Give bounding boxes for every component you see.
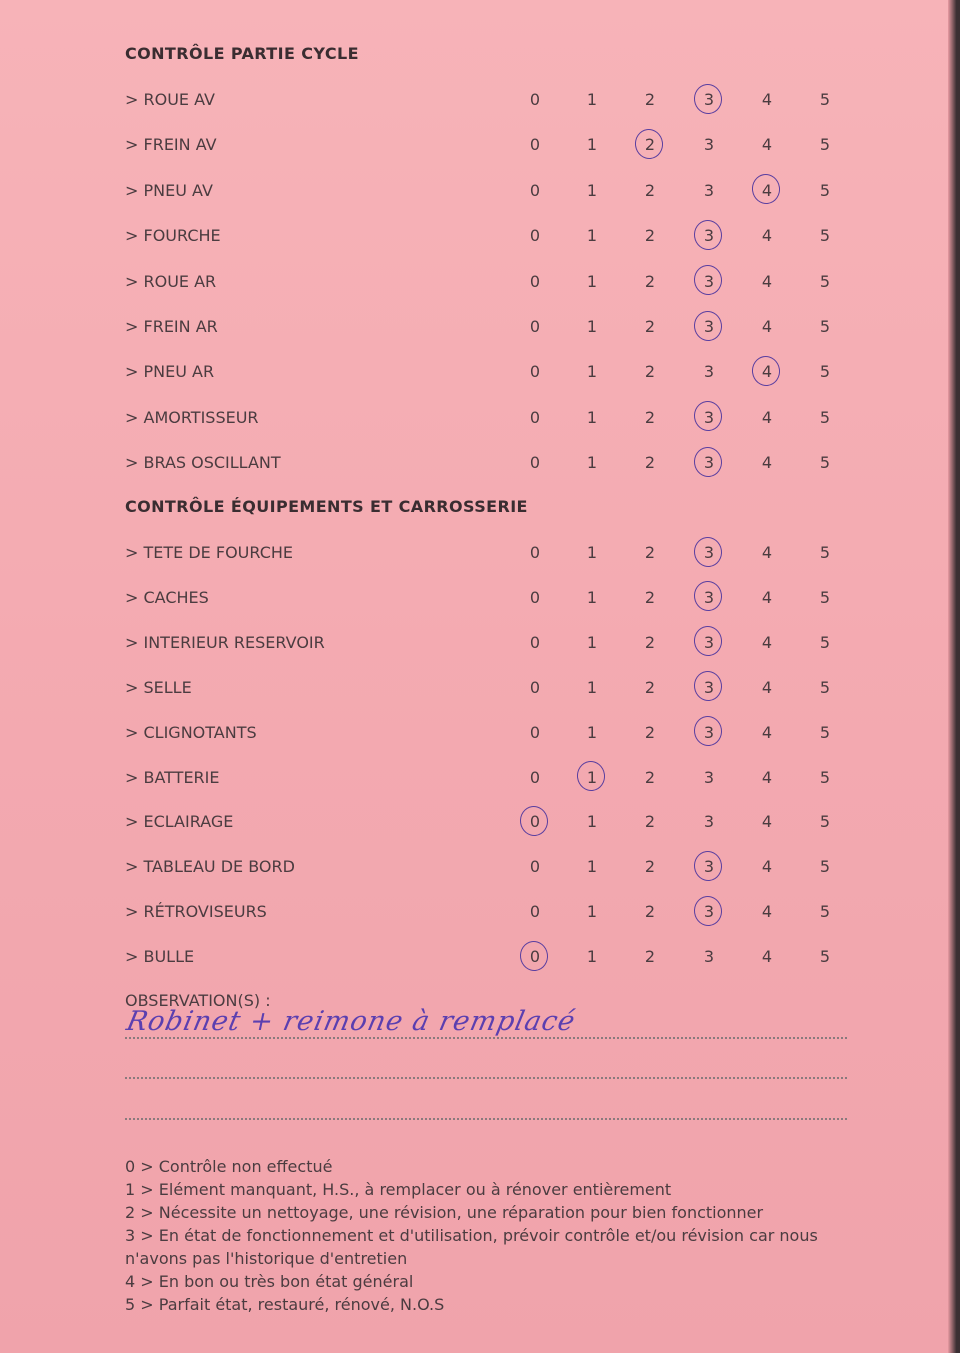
checklist-row [0, 311, 952, 341]
checklist-item-label: > FREIN AR [125, 317, 218, 336]
score-option-2[interactable]: 2 [644, 90, 656, 109]
score-option-5[interactable]: 5 [819, 135, 831, 155]
score-option-0[interactable]: 0 [529, 180, 541, 200]
score-option-3[interactable]: 3 [694, 226, 724, 245]
score-option-3[interactable]: 3 [703, 135, 715, 155]
checklist-row [0, 402, 952, 432]
checklist-row [0, 220, 952, 250]
score-option-1[interactable]: 1 [586, 271, 598, 291]
score-option-2[interactable]: 2 [644, 317, 656, 336]
score-option-5[interactable]: 5 [819, 180, 831, 200]
checklist-row [0, 627, 952, 657]
checklist-item-label: > CACHES [125, 587, 209, 607]
checklist-item-label: > FOURCHE [125, 226, 221, 246]
score-option-0[interactable]: 0 [529, 632, 541, 652]
score-option-1[interactable]: 1 [586, 226, 598, 246]
score-option-0[interactable]: 0 [529, 407, 541, 427]
score-option-3[interactable]: 3 [694, 408, 724, 427]
checklist-item-label: > FREIN AV [125, 135, 217, 155]
score-option-3[interactable]: 3 [694, 317, 724, 336]
score-option-1[interactable]: 1 [586, 317, 598, 336]
score-option-4[interactable]: 4 [761, 271, 773, 291]
score-option-5[interactable]: 5 [819, 767, 831, 787]
score-option-4[interactable]: 4 [761, 722, 773, 742]
score-option-3[interactable]: 3 [694, 588, 724, 607]
checklist-item-label: > ECLAIRAGE [125, 812, 234, 832]
score-option-0[interactable]: 0 [529, 677, 541, 697]
score-option-5[interactable]: 5 [819, 902, 831, 922]
score-option-1[interactable]: 1 [586, 362, 598, 382]
score-option-1[interactable]: 1 [586, 135, 598, 155]
score-option-4[interactable]: 4 [752, 362, 782, 381]
score-option-4[interactable]: 4 [761, 90, 773, 109]
score-option-5[interactable]: 5 [819, 453, 831, 473]
checklist-row [0, 356, 952, 386]
score-option-1[interactable]: 1 [586, 453, 598, 473]
legend-line-3: 3 > En état de fonctionnement et d'utilisation, prévoir contrôle et/ou révision car nous n'avons pas l'historique d'entretien [125, 1226, 818, 1268]
score-option-4[interactable]: 4 [761, 543, 773, 562]
score-option-0[interactable]: 0 [529, 902, 541, 922]
checklist-item-label: > INTERIEUR RESERVOIR [125, 632, 325, 652]
score-selected-circle [692, 399, 724, 433]
observations-label: OBSERVATION(S) : [125, 991, 271, 1010]
score-selected-circle [692, 309, 724, 343]
checklist-item-label: > ROUE AR [125, 271, 217, 291]
score-selected-circle [692, 849, 724, 883]
checklist-row [0, 762, 952, 792]
score-option-0[interactable]: 0 [529, 362, 541, 382]
score-option-2[interactable]: 2 [635, 135, 665, 154]
checklist-item-label: > AMORTISSEUR [125, 407, 259, 427]
score-option-5[interactable]: 5 [819, 632, 831, 652]
score-option-0[interactable]: 0 [529, 226, 541, 246]
section-title-cycle: CONTRÔLE PARTIE CYCLE [125, 44, 359, 63]
checklist-item-label: > CLIGNOTANTS [125, 722, 257, 742]
score-option-0[interactable]: 0 [529, 317, 541, 336]
score-option-3[interactable]: 3 [694, 543, 724, 562]
score-option-2[interactable]: 2 [644, 271, 656, 291]
score-option-5[interactable]: 5 [819, 271, 831, 291]
checklist-item-label: > RÉTROVISEURS [125, 902, 267, 922]
score-option-3[interactable]: 3 [694, 90, 724, 109]
checklist-row [0, 851, 952, 881]
score-option-0[interactable]: 0 [529, 90, 541, 109]
score-option-2[interactable]: 2 [644, 226, 656, 246]
score-option-5[interactable]: 5 [819, 317, 831, 336]
score-option-4[interactable]: 4 [761, 902, 773, 922]
score-option-4[interactable]: 4 [761, 317, 773, 336]
score-option-4[interactable]: 4 [761, 226, 773, 246]
score-option-2[interactable]: 2 [644, 677, 656, 697]
score-option-2[interactable]: 2 [644, 812, 656, 832]
score-option-4[interactable]: 4 [761, 677, 773, 697]
score-option-5[interactable]: 5 [819, 722, 831, 742]
score-option-1[interactable]: 1 [586, 407, 598, 427]
score-option-5[interactable]: 5 [819, 947, 831, 967]
checklist-item-label: > ROUE AV [125, 90, 215, 109]
score-option-1[interactable]: 1 [586, 587, 598, 607]
score-option-5[interactable]: 5 [819, 226, 831, 246]
score-option-4[interactable]: 4 [761, 632, 773, 652]
score-option-2[interactable]: 2 [644, 543, 656, 562]
score-option-4[interactable]: 4 [761, 135, 773, 155]
score-option-2[interactable]: 2 [644, 407, 656, 427]
score-option-3[interactable]: 3 [703, 812, 715, 832]
checklist-item-label: > TABLEAU DE BORD [125, 857, 295, 877]
table-edge [948, 0, 960, 1353]
score-selected-circle [692, 624, 724, 658]
score-option-5[interactable]: 5 [819, 677, 831, 697]
score-option-1[interactable]: 1 [586, 902, 598, 922]
checklist-item-label: > SELLE [125, 677, 192, 697]
score-option-4[interactable]: 4 [761, 857, 773, 877]
score-option-0[interactable]: 0 [529, 135, 541, 155]
score-selected-circle [692, 669, 724, 703]
score-option-0[interactable]: 0 [529, 857, 541, 877]
legend-line-2: 2 > Nécessite un nettoyage, une révision, une réparation pour bien fonctionner [125, 1203, 764, 1222]
score-option-2[interactable]: 2 [644, 902, 656, 922]
score-selected-circle [692, 218, 724, 252]
scoring-legend [125, 1155, 845, 1316]
score-option-2[interactable]: 2 [644, 362, 656, 382]
checklist-row [0, 941, 952, 971]
observation-line-3[interactable] [125, 1118, 847, 1120]
score-option-0[interactable]: 0 [529, 722, 541, 742]
score-option-3[interactable]: 3 [694, 633, 724, 652]
score-option-3[interactable]: 3 [703, 362, 715, 382]
score-selected-circle [692, 445, 724, 479]
score-option-1[interactable]: 1 [586, 632, 598, 652]
score-option-4[interactable]: 4 [761, 453, 773, 473]
score-selected-circle [692, 82, 724, 116]
score-option-5[interactable]: 5 [819, 543, 831, 562]
score-selected-circle [692, 263, 724, 297]
score-option-5[interactable]: 5 [819, 407, 831, 427]
checklist-item-label: > BULLE [125, 947, 195, 967]
checklist-row [0, 582, 952, 612]
score-option-0[interactable]: 0 [529, 587, 541, 607]
score-option-1[interactable]: 1 [586, 857, 598, 877]
score-selected-circle [633, 127, 665, 161]
score-option-2[interactable]: 2 [644, 722, 656, 742]
score-option-5[interactable]: 5 [819, 362, 831, 382]
score-option-3[interactable]: 3 [694, 453, 724, 472]
score-option-4[interactable]: 4 [761, 407, 773, 427]
checklist-item-label: > PNEU AV [125, 180, 213, 200]
observation-line-2[interactable] [125, 1077, 847, 1079]
checklist-row [0, 129, 952, 159]
score-selected-circle [575, 759, 607, 793]
score-option-2[interactable]: 2 [644, 632, 656, 652]
checklist-row [0, 447, 952, 477]
score-option-1[interactable]: 1 [586, 543, 598, 562]
score-option-3[interactable]: 3 [694, 272, 724, 291]
score-option-1[interactable]: 1 [586, 722, 598, 742]
score-option-2[interactable]: 2 [644, 180, 656, 200]
score-option-2[interactable]: 2 [644, 587, 656, 607]
score-selected-circle [518, 939, 550, 973]
legend-line-0: 0 > Contrôle non effectué [125, 1157, 333, 1176]
score-option-4[interactable]: 4 [761, 947, 773, 967]
score-option-5[interactable]: 5 [819, 857, 831, 877]
score-option-3[interactable]: 3 [694, 857, 724, 876]
score-selected-circle [518, 804, 550, 838]
checklist-row [0, 266, 952, 296]
score-option-0[interactable]: 0 [529, 767, 541, 787]
score-selected-circle [750, 172, 782, 206]
score-option-4[interactable]: 4 [761, 587, 773, 607]
legend-line-5: 5 > Parfait état, restauré, rénové, N.O.S [125, 1295, 445, 1314]
checklist-row [0, 806, 952, 836]
score-option-1[interactable]: 1 [586, 812, 598, 832]
score-option-0[interactable]: 0 [529, 271, 541, 291]
observations-handwritten: Robinet + reimone à remplacé [123, 1006, 579, 1037]
score-option-3[interactable]: 3 [703, 180, 715, 200]
score-option-5[interactable]: 5 [819, 587, 831, 607]
score-option-4[interactable]: 4 [761, 767, 773, 787]
score-selected-circle [692, 714, 724, 748]
checklist-row [0, 672, 952, 702]
checklist-item-label: > BRAS OSCILLANT [125, 453, 281, 473]
score-option-0[interactable]: 0 [520, 947, 550, 966]
score-option-2[interactable]: 2 [644, 453, 656, 473]
score-option-0[interactable]: 0 [529, 453, 541, 473]
score-option-1[interactable]: 1 [586, 90, 598, 109]
score-option-5[interactable]: 5 [819, 812, 831, 832]
checklist-item-label: > BATTERIE [125, 767, 220, 787]
score-option-1[interactable]: 1 [577, 768, 607, 787]
score-option-1[interactable]: 1 [586, 180, 598, 200]
checklist-item-label: > TETE DE FOURCHE [125, 543, 293, 562]
score-option-1[interactable]: 1 [586, 677, 598, 697]
score-option-0[interactable]: 0 [520, 812, 550, 831]
score-option-3[interactable]: 3 [703, 947, 715, 967]
score-option-5[interactable]: 5 [819, 90, 831, 109]
score-option-1[interactable]: 1 [586, 947, 598, 967]
score-option-4[interactable]: 4 [761, 812, 773, 832]
score-selected-circle [692, 535, 724, 569]
legend-line-4: 4 > En bon ou très bon état général [125, 1272, 414, 1291]
score-option-0[interactable]: 0 [529, 543, 541, 562]
section-title-equipment: CONTRÔLE ÉQUIPEMENTS ET CARROSSERIE [125, 497, 528, 516]
score-option-2[interactable]: 2 [644, 947, 656, 967]
score-option-2[interactable]: 2 [644, 857, 656, 877]
score-option-3[interactable]: 3 [703, 767, 715, 787]
score-selected-circle [750, 354, 782, 388]
legend-line-1: 1 > Elément manquant, H.S., à remplacer ou à rénover entièrement [125, 1180, 672, 1199]
checklist-row [0, 896, 952, 926]
checklist-item-label: > PNEU AR [125, 362, 215, 382]
score-option-3[interactable]: 3 [694, 723, 724, 742]
score-selected-circle [692, 580, 724, 614]
score-option-3[interactable]: 3 [694, 678, 724, 697]
checklist-row [0, 537, 952, 567]
score-option-4[interactable]: 4 [752, 181, 782, 200]
checklist-row [0, 84, 952, 114]
score-option-3[interactable]: 3 [694, 902, 724, 921]
score-selected-circle [692, 894, 724, 928]
observation-line-1[interactable] [125, 1037, 847, 1039]
checklist-row [0, 175, 952, 205]
checklist-row [0, 717, 952, 747]
score-option-2[interactable]: 2 [644, 767, 656, 787]
